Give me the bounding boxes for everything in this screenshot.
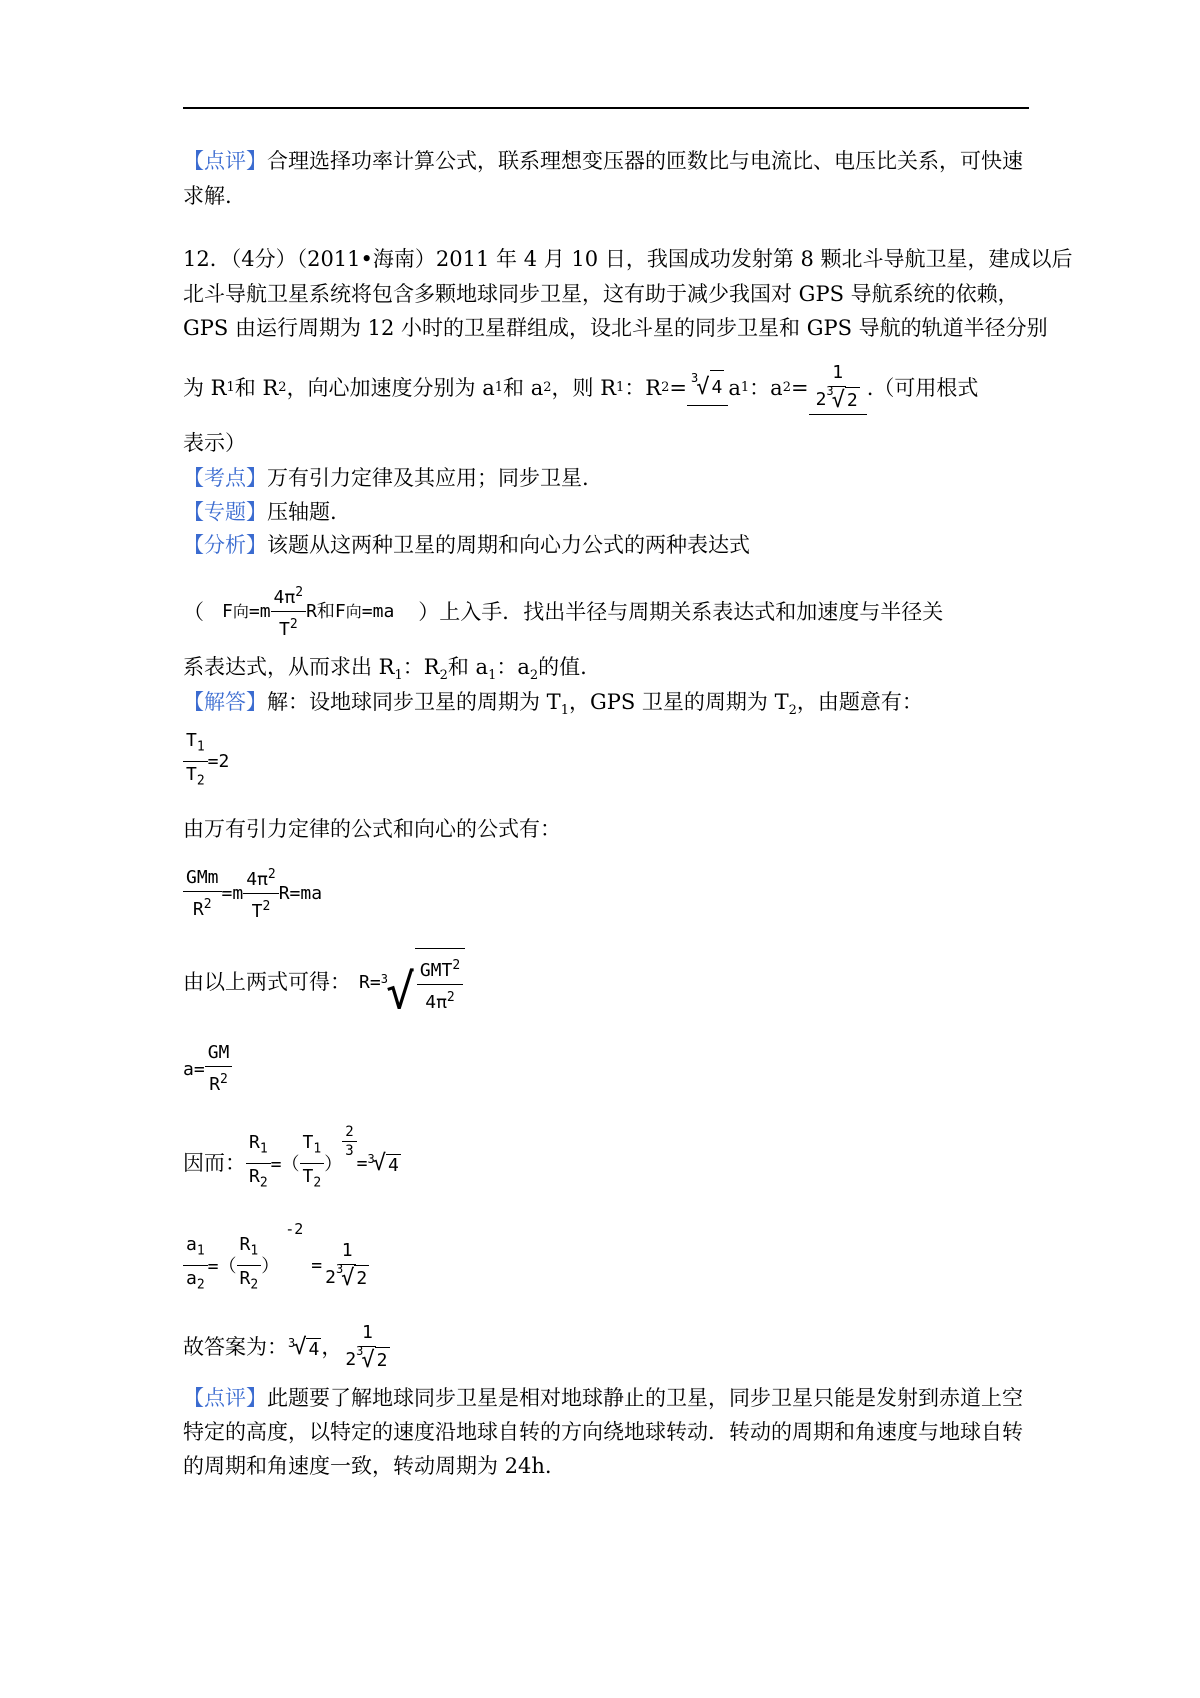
- exp-den: 3: [345, 1142, 354, 1159]
- frac-num: R: [249, 1132, 260, 1153]
- formula-sub-xiang: 向: [345, 601, 362, 621]
- formula-eq-m: =m: [248, 600, 271, 622]
- sub: 2: [196, 1277, 205, 1293]
- jieda-text3: 由以上两式可得：: [183, 970, 351, 994]
- radical-icon: √: [341, 1266, 355, 1292]
- frac-den: a: [186, 1267, 197, 1289]
- root-index: 3: [826, 384, 834, 398]
- q4-k: .（可用根式: [866, 375, 979, 400]
- radicand: 4: [387, 1154, 399, 1176]
- formula-eq: =（: [207, 1256, 237, 1278]
- question-line3: GPS 由运行周期为 12 小时的卫星群组成，设北斗星的同步卫星和 GPS 导航的轨道半径分别: [183, 316, 1048, 340]
- fenxi-text3d: ：a: [496, 655, 530, 679]
- q4-g: =: [669, 375, 688, 400]
- frac-num: T: [302, 1132, 314, 1153]
- formula-lhs: R=: [359, 971, 381, 993]
- q4-b: 和 R: [234, 375, 279, 400]
- zhuanti-line: [183, 495, 337, 529]
- root-index: 3: [367, 1151, 375, 1166]
- jieda-line3: [183, 948, 465, 1020]
- frac-den: T: [186, 763, 197, 785]
- root-index: 3: [335, 1262, 344, 1277]
- exp: 2: [267, 867, 276, 882]
- frac-den-pre: 2: [325, 1267, 336, 1289]
- sub: 2: [439, 668, 448, 684]
- radicand: 4: [308, 1338, 320, 1360]
- frac-num: 4π: [273, 587, 296, 608]
- sub: 1: [394, 668, 403, 684]
- comment-tag: 【点评】: [183, 1386, 267, 1410]
- sub: 2: [529, 668, 539, 684]
- formula-rhs: =2: [207, 750, 230, 772]
- zhuanti-tag: 【专题】: [183, 500, 267, 524]
- fenxi-text3b: ：R: [402, 655, 440, 679]
- sub: 1: [196, 1243, 205, 1259]
- q4-sub: 2: [543, 379, 552, 395]
- sub: 1: [259, 1141, 268, 1157]
- frac-den: T: [302, 1165, 314, 1187]
- prev-comment-line1: [183, 144, 1023, 178]
- root-index: 3: [356, 1344, 364, 1358]
- paren-open: （: [183, 599, 204, 624]
- root-index: 3: [380, 972, 388, 986]
- formula-gravitation: [183, 862, 322, 925]
- frac-num: GM: [205, 1040, 233, 1067]
- sub: 1: [196, 739, 205, 755]
- exp: 2: [295, 585, 304, 600]
- jieda-text1c: ，由题意有：: [796, 690, 923, 714]
- root-index: 3: [288, 1335, 296, 1350]
- q4-sub: 1: [494, 379, 504, 395]
- jieda-line2: 由万有引力定律的公式和向心的公式有：: [183, 817, 561, 841]
- frac-num: 4π: [246, 869, 268, 890]
- frac-den: T: [251, 901, 263, 922]
- exp: 2: [203, 896, 212, 912]
- answer2-blank: [809, 360, 867, 415]
- frac-den: R: [192, 898, 204, 920]
- sub: 2: [196, 773, 205, 789]
- frac-den: T: [278, 619, 290, 640]
- ratio-formula: [246, 1123, 401, 1196]
- exp: 2: [446, 990, 455, 1005]
- frac-num: 1: [829, 360, 846, 387]
- q4-sub: 1: [226, 379, 235, 395]
- q4-h: a: [728, 375, 741, 400]
- root-index: 3: [691, 370, 699, 385]
- q4-sub: 1: [740, 379, 750, 395]
- q4-c: ，向心加速度分别为 a: [286, 375, 495, 400]
- frac-num: a: [186, 1234, 197, 1255]
- frac-den-pre: 2: [815, 389, 827, 410]
- radical-icon: √: [361, 1348, 375, 1373]
- prev-comment-text1: 合理选择功率计算公式，联系理想变压器的匝数比与电流比、电压比关系，可快速: [267, 149, 1023, 173]
- final-answer: [183, 1320, 393, 1374]
- force-formula: [222, 580, 394, 643]
- formula-mid: =m: [221, 883, 244, 904]
- fenxi-tag: 【分析】: [183, 533, 267, 557]
- exp: 2: [452, 958, 461, 973]
- formula-eq: =: [356, 1152, 368, 1174]
- fenxi-text3: 系表达式，从而求出 R: [183, 655, 395, 679]
- frac-den: R: [209, 1074, 221, 1095]
- radical-icon: √: [696, 374, 710, 400]
- frac-num: T: [186, 730, 197, 751]
- frac-num: GMm: [183, 865, 222, 892]
- kaodian-tag: 【考点】: [183, 466, 267, 490]
- formula-close: ）: [324, 1154, 343, 1176]
- exp: 2: [262, 899, 271, 914]
- formula-F: F: [222, 600, 233, 622]
- sub: 1: [560, 703, 569, 719]
- question-line1: 12．（4分）（2011•海南）2011 年 4 月 10 日，我国成功发射第 8 颗北斗导航卫星，建成以后: [183, 247, 1073, 271]
- question-line4: [183, 360, 978, 415]
- formula-a: [183, 1040, 232, 1098]
- answer-separator: ，: [321, 1335, 343, 1359]
- frac-num: GMT: [419, 960, 453, 981]
- q4-d: 和 a: [503, 375, 544, 400]
- jieda-text5: 故答案为：: [183, 1335, 288, 1359]
- frac-num: 1: [359, 1320, 376, 1347]
- fenxi-text2: ）上入手．找出半径与周期关系表达式和加速度与半径关: [418, 599, 944, 624]
- question-line2: 北斗导航卫星系统将包含多颗地球同步卫星，这有助于减少我国对 GPS 导航系统的依赖，: [183, 282, 1019, 306]
- comment-line1: [183, 1381, 1023, 1415]
- formula-R: [359, 948, 465, 1020]
- formula-ratio-T: [183, 728, 229, 794]
- radical-icon: √: [293, 1334, 307, 1360]
- radicand: 2: [845, 387, 860, 414]
- comment-line2: 特定的高度，以特定的速度沿地球自转的方向绕地球转动．转动的周期和角速度与地球自转: [183, 1420, 1023, 1444]
- frac-den: R: [249, 1165, 260, 1187]
- fenxi-text3c: 和 a: [447, 655, 489, 679]
- prev-comment-tag: 【点评】: [183, 149, 267, 173]
- sub: 2: [250, 1277, 259, 1293]
- exp: 2: [220, 1072, 228, 1087]
- kaodian-line: [183, 461, 589, 495]
- formula-F: F: [334, 600, 346, 622]
- formula-rhs: R=ma: [278, 883, 323, 904]
- header-rule: [183, 107, 1029, 109]
- q4-sub: 1: [616, 379, 625, 395]
- sub: 1: [313, 1141, 322, 1157]
- radicand: 4: [710, 370, 725, 405]
- q4-e: ，则 R: [551, 375, 617, 400]
- q4-j: =: [790, 375, 809, 400]
- formula-R-ratio: [183, 1123, 401, 1196]
- radicand: 2: [354, 1265, 369, 1292]
- kaodian-text: 万有引力定律及其应用；同步卫星.: [267, 466, 589, 490]
- sub: 2: [788, 703, 797, 719]
- fenxi-line1: [183, 528, 750, 562]
- comment-line3: 的周期和角速度一致，转动周期为 24h.: [183, 1454, 552, 1478]
- q4-sub: 2: [661, 379, 670, 395]
- frac-num: R: [239, 1234, 251, 1255]
- exp-num: 2: [342, 1123, 356, 1142]
- radical-icon: √: [831, 388, 845, 413]
- q4-i: ：a: [749, 375, 783, 400]
- q4-sub: 2: [278, 379, 287, 395]
- sub: 1: [250, 1243, 259, 1259]
- q4-a: 为 R: [183, 375, 227, 400]
- formula-sub-xiang: 向: [232, 601, 249, 621]
- frac-num: 1: [339, 1238, 356, 1265]
- frac-den-pre: 2: [345, 1349, 357, 1370]
- formula-eq-ma: =ma: [361, 600, 395, 622]
- q4-sub: 2: [782, 379, 791, 395]
- fenxi-text1: 该题从这两种卫星的周期和向心力公式的两种表达式: [267, 533, 750, 557]
- q4-f: ：R: [624, 375, 662, 400]
- formula-eq: =: [311, 1254, 323, 1276]
- formula-close: ）: [261, 1256, 280, 1278]
- fenxi-line2: [183, 580, 943, 643]
- frac-den: R: [239, 1267, 251, 1289]
- jieda-text1: 解：设地球同步卫星的周期为 T: [267, 690, 561, 714]
- zhuanti-text: 压轴题.: [267, 500, 337, 524]
- formula-eq: =（: [270, 1154, 300, 1176]
- comment-text1: 此题要了解地球同步卫星是相对地球静止的卫星，同步卫星只能是发射到赤道上空: [267, 1386, 1023, 1410]
- jieda-text1b: ，GPS 卫星的周期为 T: [568, 690, 789, 714]
- formula-R-and: R和: [306, 600, 335, 622]
- sub: 2: [313, 1175, 322, 1191]
- exp: 2: [289, 617, 298, 632]
- radical-icon: √: [372, 1150, 386, 1176]
- formula-lhs: a=: [183, 1058, 205, 1080]
- fenxi-text3e: 的值.: [538, 655, 587, 679]
- prev-comment-line2: 求解.: [183, 184, 232, 208]
- answer1-blank: [687, 370, 728, 406]
- jieda-line1: [183, 685, 923, 728]
- sub: 1: [488, 668, 497, 684]
- formula-a-ratio: [183, 1220, 372, 1298]
- exp: -2: [285, 1220, 304, 1239]
- jieda-text4: 因而：: [183, 1151, 246, 1176]
- final-answer-values: [288, 1320, 393, 1374]
- question-line5: 表示）: [183, 431, 246, 455]
- radical-icon: √: [385, 964, 415, 1020]
- frac-den: 4π: [425, 992, 447, 1013]
- jieda-tag: 【解答】: [183, 690, 267, 714]
- radicand: 2: [375, 1347, 390, 1374]
- sub: 2: [259, 1175, 268, 1191]
- radicand: [415, 948, 465, 1016]
